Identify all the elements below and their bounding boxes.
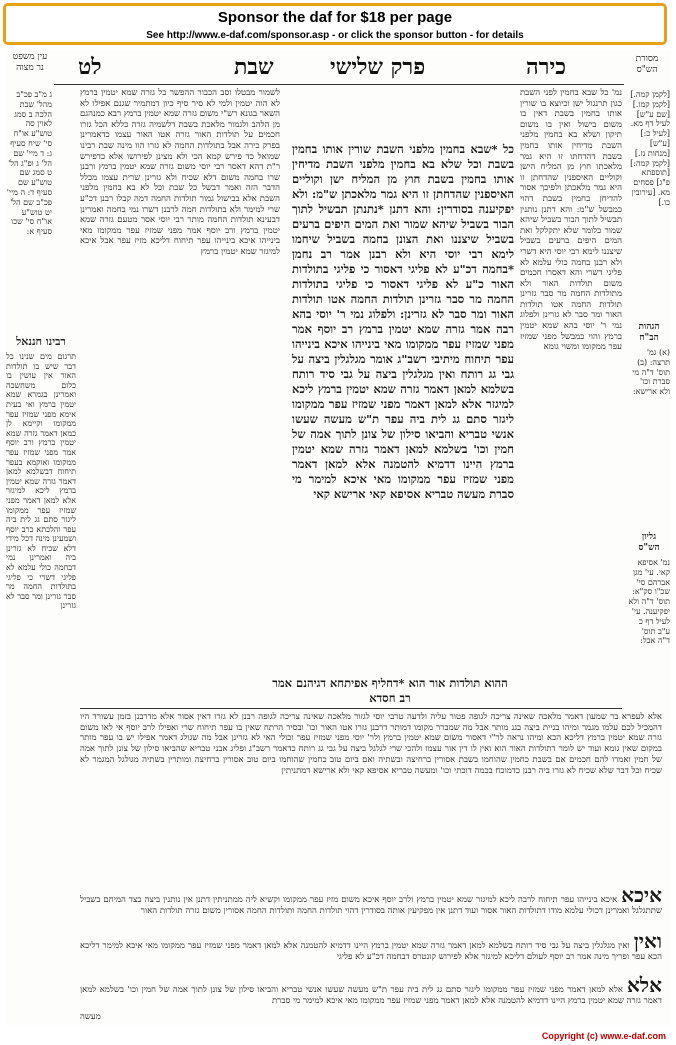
ika-lead-word: איכא [621,883,662,907]
talmud-page [6,50,670,1025]
lower-rule [80,708,622,709]
hagahot-notes: (א) גמ' תרצה: (ב) תוס' ד"ה מי סברת וכו' ולא ארישא: [632,348,670,397]
rashi-column: נמ' כל שבא בחמין לפני השבת כגון תרנגול ישן וכיוצא בו שורין אותו בחמין בשבת דאין בו משום בישול ואין בו משום תיקון ושלא בא בחמין מלפני השבת מדיחין אותו בחמין בשבת דהדחתו זו היא גמר מלאכתו חוץ מן המליח הישן וקוליים האיספנין שהדחתן זו היא גמר מלאכתן ולפיכך אסור להדיחן בחמין בשבת דהוי כמבשל ש"מ: והא דתנן נותנין תבשיל לתוך הבור בשביל שיהא שמור כלומר שלא יתקלקל ואת המים היפים ברעים בשביל שיצננו לימא רבי יוסי היא דשרי ולא רבנן בחמה כולי עלמא לא פליגי דשרי והא דאסרו חכמים משום תולדות האור ולא מתולדות החמה מר סבר גזרינן תולדות החמה אטו תולדות האור ומר סבר לא גזרינן ולפלוג נמי ר' יוסי בהא שמא יטמין ברמץ והוי כמבשל מפני שמזיז עפר ממקומו ומשוי גומא [520,88,622,353]
copyright-link[interactable]: Copyright (c) www.e-daf.com [541,1031,666,1041]
ein-text: ואין מגלגלין ביצה על גבי סיד רותח בשלמא למאן דאמר גזרה שמא יטמין ברמץ היינו דדמיא להטמנה אלא למאן דאמר מפני שמזיז עפר ממקומו מאי איכא למימר דליכא הכא עפר ופריך מינה אמר רב יוסף לעולם דליכא למיגזר אלא לפירוש קונטרס דבחמה דכ"ע לא פליגי [80,941,662,962]
ein-mishpat-heading: עין משפט נר מצוה [12,52,48,73]
sponsor-subtitle[interactable]: See http://www.e-daf.com/sponsor.asp - or click the sponsor button - for details [146,30,524,41]
rabbeinu-chananel-text: תרגום מים שנינו כל דבר שיש בו תולדות האור אין עושין בו כלום משחשכה ואמרינן בגמרא שמא יטמין ברמץ ואי בעית אימא מפני שמזיז עפר ממקומו וקיימא לן כמאן דאמר גזרה שמא יטמין ברמץ ורב יוסף אמר מפני שמזיז עפר ממקומו ואוקמא בעפר תיחוח דבשלמא למאן דאמר גזרה שמא יטמין ברמץ ליכא למיגזר אלא למאן דאמר מפני שמזיז עפר ממקומו ליגזר סתם גג לית ביה עפר והלכתא כרב יוסף ושמעינן מינה דכל מידי דלא שכיח לא גזרינן ביה ואמרינן נמי דבחמה כולי עלמא לא פליגי דשרי כי פליגי בתולדות החמה מר סבר גזרינן ומר סבר לא גזרינן [6,352,76,611]
gilyon-notes: נמ' אסיפא קאי. עי' מגן אברהם סי' שכ"ו סק"א: תוס' ד"ה ולא יפקיענה. עי' לעיל דף כ ע"ב תוס' ד"ה אבל: [628,558,670,646]
perek-name: פרק שלישי [330,54,426,80]
ela-text: אלא למאן דאמר מפני שמזיז עפר ממקומו ליגזר סתם גג לית ביה עפר ת"ש מעשה שעשו אנשי טבריא והביאו סילון של צונן לתוך אמה של חמין וכו' בשלמא למאן דאמר גזרה שמא יטמין ברמץ היינו דדמיא להטמנה אלא למאן דאמר מפני שמזיז עפר ממקומו מאי איכא למימר מי סברת [80,985,662,1006]
ein-lead-word: ואין [633,929,662,953]
page-header [6,50,670,86]
sponsor-title[interactable]: Sponsor the daf for $18 per page [217,9,453,26]
mesoret-notes: [לקמן קמה.] [לקמן קמו.] [שם ע"ש] לעיל דף מא. [לעיל כ:] [ע"ש] [מנחות נז.] [לקמן קמה:] [תוספתא פ"ג] פסחים מא. [עירובין כו.] [630,90,670,207]
ika-paragraph [80,883,662,930]
hagahot-heading: הגהות הב"ח [638,322,660,343]
sponsor-banner[interactable] [3,3,667,45]
ein-mishpat-notes: ג מ"ב פכ"ב מהל' שבת הלכה ב סמג לאוין סה טוש"ע או"ח סי' שיח סעיף ג: ד מיי' שם הל' ג ופ"ג הל' ט סמג שם טוש"ע שם סעיף ד: ה מיי' פכ"ב שם הל' יט טוש"ע או"ח סי' שכו סעיף א: [6,90,52,237]
gemara-tail: ההוא תולדות אור הוא *דחליף אפיתחא דגיהנם אמר רב חסדא [272,676,508,705]
rabbeinu-chananel-heading: רבינו חננאל [16,335,66,348]
mesoret-heading: מסורת הש"ס [635,54,659,75]
ela-paragraph [80,973,662,1014]
tosafot-column: לשמור מבטלו וסב הכבור ההפשר כל גזרה שמא יטמין ברמץ לא הוה יטמין ולמי לא סיר סיף כיון דמתמיר שגנם אפילו לא השאר בגונא רש"י משום גזרה שמא יטמין ברמץ רבא כמנהגם מן הלהב ולגמור מלאכת בשבת דלשמיה גזרה כללא הכל גזרו חכמים על תולדות האור גזרה אטו האור עצמו כדאמרינן בפרק כירה אבל בתולדות החמה לא גזרו הוו מינה שבת רבינו שמואל כד פירש קמא הכי ולא מצינן לפירושו אלא כדפירש ר"ת דהא דאסר רבי יוסי משום גזרה שמא יטמין ברמץ ורבנן שרו בחמה משום דלא שכיח ולא גזרינן שרית עצמו מכלל הדבר הזה ואמר דבשל כל שבת וכל לא בא בחמין מלפני השבת אלא בבישול גמור תולדות החמה דמה קבלו רבנן דכ"ע שרי למימר ולא בתולדות חמה לרבנן דשרו נמי בחמה ואמרינן דבעינא תולדות החמה מותר רבי יוסי אסר מטעם גזרה שמא יטמין ברמץ ורב יוסף אמר מפני שמזיז עפר ממקומו מאי בינייהו איכא בינייהו עפר תיחוח דליכא מזיז עפר אבל איכא למיגזר שמא יטמין ברמץ [80,88,280,257]
chapter-name: כירה [526,54,566,80]
ein-paragraph [80,929,662,972]
masechet-name: שבת [234,54,274,80]
ika-text: איכא בינייהו עפר תיחוח לרבה ליכא למיגזר שמא יטמין ברמץ ולרב יוסף איכא משום מזיז עפר ממקומו וקשיא ליה ממתניתין דתנן אין נותנין ביצה בצד המיחם בשביל שתתגלגל ואמרינן דכולי עלמא מודו דתולדות האור אסור ועוד דתנן אין מפקיעין אותה בסודרין דהוי תולדות החמה ותולדות החמה אסורין משום גזרה תולדות האור [80,895,662,916]
gemara-text: כל *שבא בחמין מלפני השבת שורין אותו בחמין בשבת וכל שלא בא בחמין מלפני השבת מדיחין אותו בחמין בשבת חוץ מן המליח ישן וקוליים האיספנין שהדחתן זו היא גמר מלאכתן ש"מ: ולא יפקיענה בסודרין: והא דתנן *נתנתן תבשיל לתוך הבור בשביל שיהא שמור ואת המים היפים ברעים בשביל שיצננו ואת הצונן בחמה בשביל שיחמו לימא רבי יוסי היא ולא רבנן אמר רב נחמן *בחמה דכ"ע לא פליגי דאסור כי פליגי בתולדות האור כ"ע לא פליגי דאסור כי פליגי בתולדות החמה מר סבר גזרינן תולדות החמה אטו תולדות האור ומר סבר לא גזרינן: ולפלוג נמי ר' יוסי בהא רבה אמר גזרה שמא יטמין ברמץ רב יוסף אמר מפני שמזיז עפר ממקומו מאי בינייהו איכא בינייהו עפר תיחוח מיתיבי רשב"ג אומר מגלגלין ביצה על גבי גג רותח ואין מגלגלין ביצה על גבי סיד רותח בשלמא למאן דאמר גזרה שמא יטמין ברמץ ליכא למיגזר אלא למאן דאמר מפני שמזיז עפר ממקומו ליגזר סתם גג לית ביה עפר ת"ש מעשה שעשו אנשי טבריא והביאו סילון של צונן לתוך אמה של חמין וכו' בשלמא למאן דאמר גזרה שמא יטמין ברמץ היינו דדמיא להטמנה אלא למאן דאמר מפני שמזיז עפר ממקומו מאי איכא למימר מי סברת מעשה טבריא אסיפא קאי ארישא קאי [292,142,514,501]
daf-number: לט [78,54,102,80]
bottom-tosafot: אלא לעפרא בר שמעון דאמר מלאכה שאינה צריכה לגופה פטור עליה ולדעה טרבי יוסי לגזור מלאכה שאינה צריכה לגופה רבנן לא גזרו דאין אסור אלא מדרבנן בזמן עשורד היו דהמכיל לכם עלמו מגמר ומיהו בניית ביצה בגנ מותר אבל מה שמברר מקומו דמותר דרבנן גזרו אטו האור וכו' ובסיר הרתח שאין בו עפר תיחוח שרי ואפילו לרב יוסף אי לאו משום גזרה שמא יטמין ברמץ דליכא הכא ומיהו נראה לר"י דאסור משום שמא יטמין ברמץ ולר' יוסי מפני שמזיז עפר וכולי האי לא גזרינן אבל מה שגולג דאמר אפילו יש בו עפר מותר במקום שאין גומא ועוד יש לומר דתולדות האור הוא ואין לו דין אור עצמו ולהכי שרי לגלגל ביצה על גבי גג רותח כדאמר רשב"ג ופליג אבני טבריא שהביאו סילון של צונן לתוך אמה של חמין ואמרו להם חכמים אם בשבת כחמין שהוחמו בשבת אסורין ברחיצה ובשתיה ואם ביום טוב כחמין שהוחמו ביום טוב אסורין ברחיצה ומותרין בשתיה מגולגל המגמר לא שכיח וכל דבר שלא שכיח לא גזרו ביה רבנן כדמוכח בכמה דוכתי וכו' ומעשה טבריא אסיפא קאי ולא ארישא דמתניתין [80,712,662,776]
gilyon-heading: גליון הש"ס [638,532,660,553]
end-word: מעשה [80,1012,101,1022]
ela-lead-word: אלא [626,973,662,997]
header-rule [54,84,624,85]
